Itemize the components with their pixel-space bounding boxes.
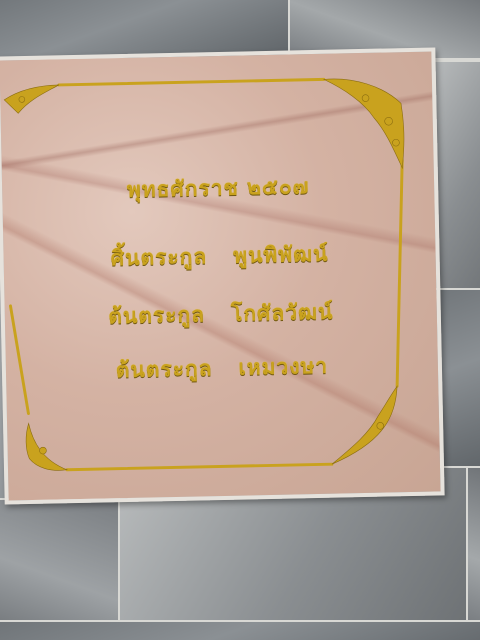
family-2-label: ต้นตระกูล [108,301,206,329]
ornament-bead [362,95,369,102]
ornament-bead [392,139,399,146]
inscription-year-text: พุทธศักราช ๒๕๐๗ [126,173,310,202]
ornament-bead [385,117,393,125]
ornament-bead [377,422,384,429]
family-2-name: โกศัลวัฒน์ [230,298,334,326]
family-3-label: ต้นตระกูล [115,355,213,383]
family-1-label: ศิ้นตระกูล [110,243,208,271]
frame-top-line [59,79,324,85]
family-1-name: พูนพิพัฒน์ [232,240,329,268]
corner-ornament-top-left [4,85,60,114]
marble-plaque [0,47,445,504]
frame-bottom-line [67,464,332,470]
wall-tile [0,620,480,640]
corner-ornament-bottom-left [26,423,67,471]
wall-tile [0,498,120,640]
wall-tile [466,466,480,626]
family-3-name: เหมวงษา [238,352,329,380]
ornament-bead [39,447,46,454]
ornament-bead [19,96,25,102]
corner-ornament-top-right [324,77,405,169]
corner-ornament-bottom-right [330,386,398,464]
